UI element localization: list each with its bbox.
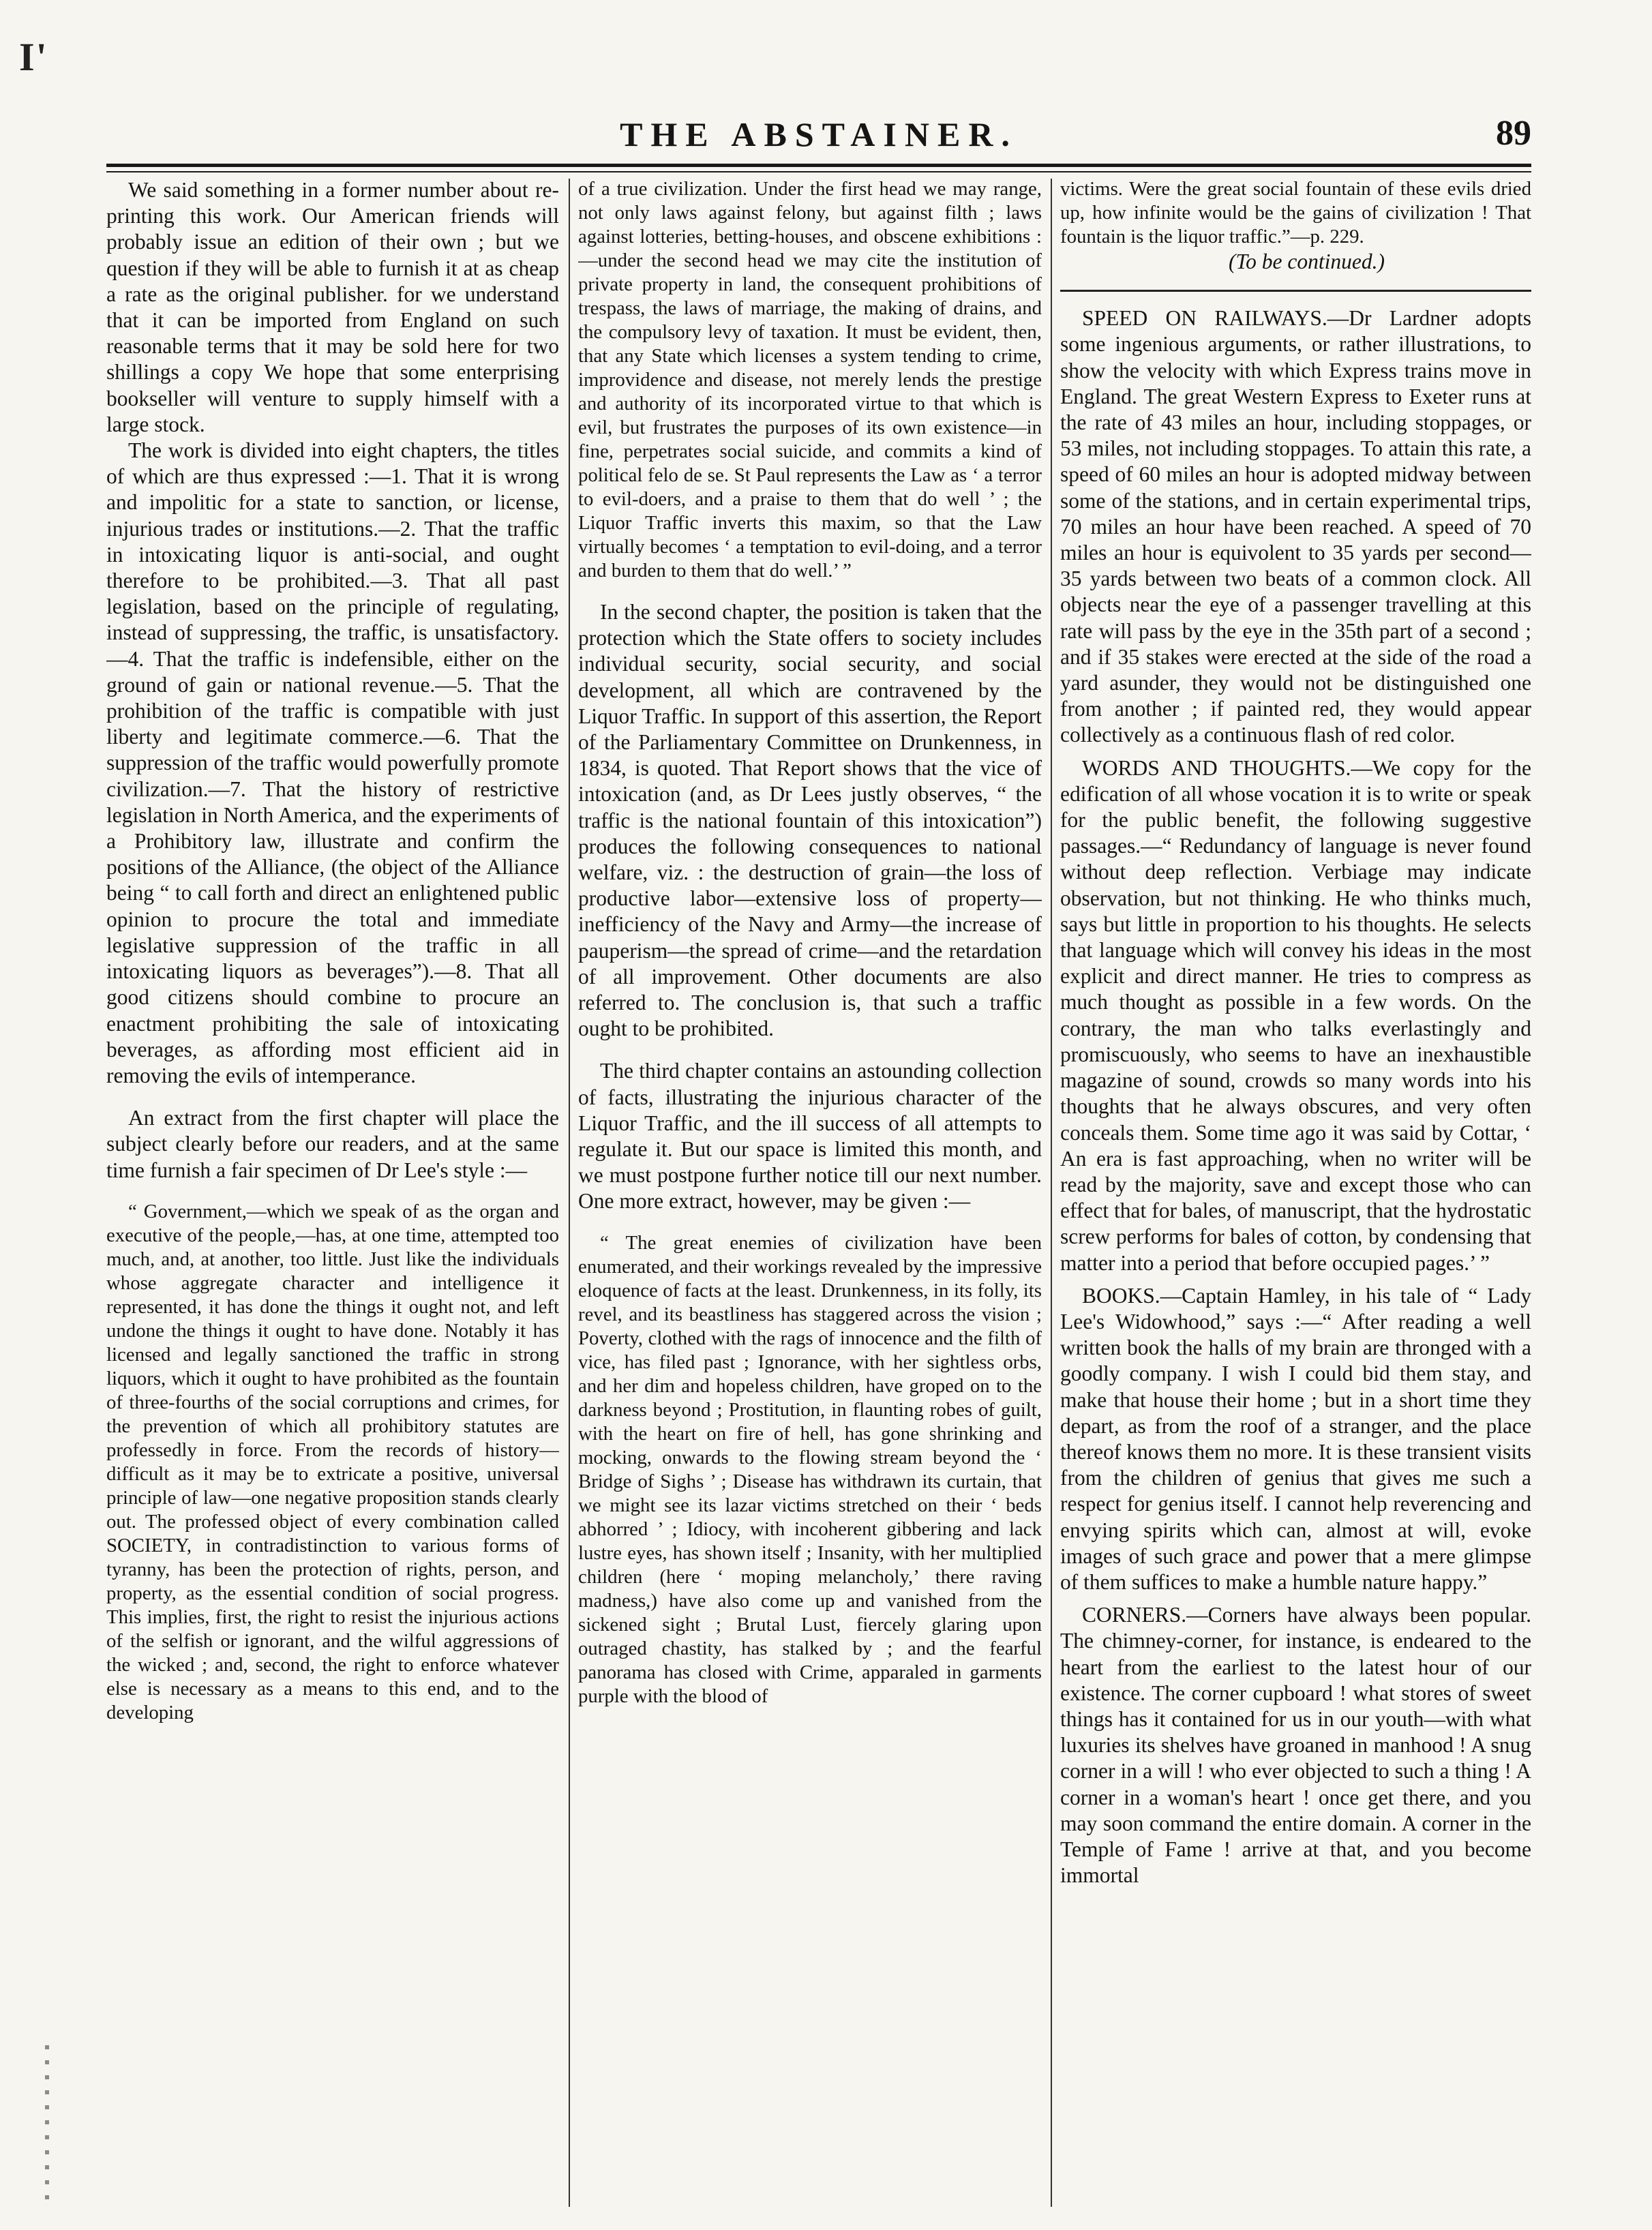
paragraph-third-chapter: The third chapter contains an astounding collection of facts, illustrating the injurious character of the Liquor Traffic, and the ill success of all attempts to regulate it. But our space is limited this month, and we must postpone further notice till our next number. One more extract, however, may be given :—: [578, 1059, 1042, 1214]
page-number: 89: [1496, 114, 1531, 153]
quote-government-continued: of a true civilization. Under the first head we may range, not only laws against felony, but against filth ; laws against lotteries, betting-houses, and obscene exhibitions :—under the second head we may cite the institution of private property in land, the consequent prohibitions of trespass, the laws of marriage, the making of drains, and the compulsory levy of taxation. It must be evident, then, that any State which licenses a system tending to crime, improvidence and disease, not merely lends the prestige and authority of its incorporated virtue to that which is evil, but frustrates the purposes of its own existence—in fine, perpetrates social suicide, and commits a kind of political felo de se. St Paul represents the Law as ‘ a terror to evil-doers, and a praise to them that do well ’ ; the Liquor Traffic inverts this maxim, so that the Law virtually becomes ‘ a temptation to evil-doing, and a terror and burden to them that do well.’ ”: [578, 178, 1042, 582]
article-speed-on-railways: SPEED ON RAILWAYS.—Dr Lardner adopts some ingenious arguments, or rather illustrations, to show the velocity with which Express trains move in England. The great Western Express to Exeter runs at the rate of 43 miles an hour, including stoppages, or 53 miles, not including stoppages. To attain this rate, a speed of 60 miles an hour is adopted midway between some of the stations, and in certain experimental trips, 70 miles an hour have been reached. A speed of 70 miles an hour is equivolent to 35 yards per second—35 yards between two beats of a common clock. All objects near the eye of a passenger travelling at this rate will pass by the eye in the 35th part of a second ; and if 35 stakes were erected at the side of the road a yard asunder, they would not be distinguished one from another ; if painted red, they would appear collectively as a continuous flash of red color.: [1060, 306, 1531, 747]
article-corners: CORNERS.—Corners have always been popular. The chimney-corner, for instance, is endeared to the heart from the earliest to the latest hour of our existence. The corner cupboard ! what stores of sweet things has it contained for us in our youth—with what luxuries its shelves have groaned in manhood ! A snug corner in a will ! who ever objected to such a thing ! A corner in a woman's heart ! once get there, and you may soon command the entire domain. A corner in the Temple of Fame ! arrive at that, and you become immortal: [1060, 1603, 1531, 1888]
article-books: BOOKS.—Captain Hamley, in his tale of “ Lady Lee's Widowhood,” says :—“ After reading a well written book the halls of my brain are thronged with a goodly company. I wish I could bid them stay, and make that house their home ; but in a short time they depart, as from the roof of a stranger, and the place thereof knows them no more. It is these transient visits from the children of genius that gives me such a respect for genius itself. I cannot help reverencing and envying spirits which can, almost at will, evoke images of such grace and power that a mere glimpse of them suffices to make a humble nature happy.”: [1060, 1283, 1531, 1594]
column-rule-1: [569, 179, 570, 2207]
quote-enemies-of-civilization: “ The great enemies of civilization have been enumerated, and their workings revealed by the impressive eloquence of facts at the least. Drunkenness, in its folly, its revel, and its beastliness has staggered across the vision ; Poverty, clothed with the rags of innocence and the filth of vice, has filed past ; Ignorance, with her sightless orbs, and her dim and hopeless children, have groped on to the darkness beyond ; Prostitution, in flaunting robes of guilt, with the heart on fire of hell, has gone shrinking and mocking, onwards to the flowing stream beyond the ‘ Bridge of Sighs ’ ; Disease has withdrawn its curtain, that we might see its lazar victims stretched on their ‘ beds abhorred ’ ; Idiocy, with incoherent gibbering and lack lustre eyes, has shown itself ; Insanity, with her multiplied children (here ‘ moping melancholy,’ there raving madness,) have also come up and vanished from the sickened sight ; Brutal Lust, fiercely glaring upon outraged chastity, has stalked by ; and the fearful panorama has closed with Crime, apparaled in garments purple with the blood of: [578, 1231, 1042, 1707]
article-words-and-thoughts: WORDS AND THOUGHTS.—We copy for the edification of all whose vocation it is to write or speak for the public benefit, the following suggestive passages.—“ Redundancy of language is never found without deep reflection. Verbiage may indicate observation, but not thinking. He who thinks much, says but little in proportion to his thoughts. He selects that language which will convey his ideas in the most explicit and direct manner. He tries to compress as much thought as possible in a few words. On the contrary, the man who talks everlastingly and promiscuously, who seems to have an inexhaustible magazine of sound, crowds so many words into his thoughts that he always obscures, and very often conceals them. Some time ago it was said by Cottar, ‘ An era is fast approaching, when no writer will be read by the majority, save and except those who can effect that for bales, of manuscript, that the hydrostatic screw performs for bales of cotton, by condensing that matter into a period that before occupied pages.’ ”: [1060, 755, 1531, 1275]
paragraph-extract-intro: An extract from the first chapter will place the subject clearly before our readers, and at the same time furnish a fair specimen of Dr Lee's style :—: [106, 1106, 559, 1182]
paragraph-reprint-notice: We said something in a former number about re-printing this work. Our American friends will probably issue an edition of their own ; but we question if they will be able to furnish it at as cheap a rate as the original publisher. for we understand that it can be imported from England on such reasonable terms that it may be sold here for two shillings a copy We hope that some enterprising bookseller will venture to supply himself with a large stock.: [106, 178, 559, 436]
margin-printer-mark: I': [19, 35, 48, 79]
paragraph-chapter-titles: The work is divided into eight chapters, the titles of which are thus expressed :—1. That it is wrong and impolitic for a state to sanction, or license, injurious trades or institutions.—2. That the traffic in intoxicating liquor is anti-social, and ought therefore to be prohibited.—3. That all past legislation, based on the principle of regulating, instead of suppressing, the traffic, is unsatisfactory.—4. That the traffic is indefensible, either on the ground of gain or national revenue.—5. That the prohibition of the traffic is compatible with just liberty and legitimate commerce.—6. That the suppression of the traffic would powerfully promote civilization.—7. That the history of restrictive legislation in North America, and the experiments of a Prohibitory law, illustrate and confirm the positions of the Alliance, (the object of the Alliance being “ to call forth and direct an enlightened public opinion to procure the total and immediate legislative suppression of the traffic in all intoxicating liquors as beverages”).—8. That all good citizens should combine to procure an enactment prohibiting the sale of intoxicating beverages, as affording most efficient aid in removing the evils of intemperance.: [106, 438, 559, 1087]
column-rule-2: [1051, 179, 1052, 2207]
paragraph-second-chapter: In the second chapter, the position is taken that the protection which the State offers to society includes individual security, social security, and social development, all which are contravened by the Liquor Traffic. In support of this assertion, the Report of the Parliamentary Committee on Drunkenness, in 1834, is quoted. That Report shows that the vice of intoxication (and, as Dr Lees justly observes, “ the traffic is the national fountain of this intoxication”) produces the following consequences to national welfare, viz. : the destruction of grain—the loss of productive labor—extensive loss of property—inefficiency of the Navy and Army—the increase of pauperism—the spread of crime—and the retardation of all improvement. Other documents are also referred to. The conclusion is, that such a traffic ought to be prohibited.: [578, 600, 1042, 1041]
to-be-continued: (To be continued.): [1229, 250, 1385, 273]
binding-edge-marks: [45, 2045, 49, 2209]
column-1: [106, 177, 559, 2216]
quote-enemies-continued: victims. Were the great social fountain of these evils dried up, how infinite would be the gains of civilization ! That fountain is the liquor traffic.”—p. 229.: [1060, 178, 1531, 247]
header-rule-thin: [106, 171, 1531, 172]
running-title: THE ABSTAINER.: [620, 115, 1018, 153]
page-header: [106, 115, 1531, 162]
column-3: [1060, 177, 1531, 2216]
column-2: [578, 177, 1042, 2216]
quote-government: “ Government,—which we speak of as the organ and executive of the people,—has, at one time, attempted too much, and, at another, too little. Just like the individuals whose aggregate character and intelligence it represented, it has done the things it ought not, and left undone the things it ought to have done. Notably it has licensed and legally sanctioned the traffic in strong liquors, which it ought to have prohibited as the fountain of three-fourths of the social corruptions and crimes, for the prevention of which all prohibitory statutes are professedly in force. From the records of history—difficult as it may be to extricate a positive, universal principle of law—one negative proposition stands clearly out. The professed object of every combination called SOCIETY, in contradistinction to various forms of tyranny, has been the protection of rights, person, and property, as the essential condition of social progress. This implies, first, the right to resist the injurious actions of the selfish or ignorant, and the wilful aggressions of the wicked ; and, second, the right to enforce whatever else is necessary as a means to this end, and to the developing: [106, 1200, 559, 1723]
header-rule-thick: [106, 164, 1531, 167]
section-divider: [1060, 290, 1531, 292]
